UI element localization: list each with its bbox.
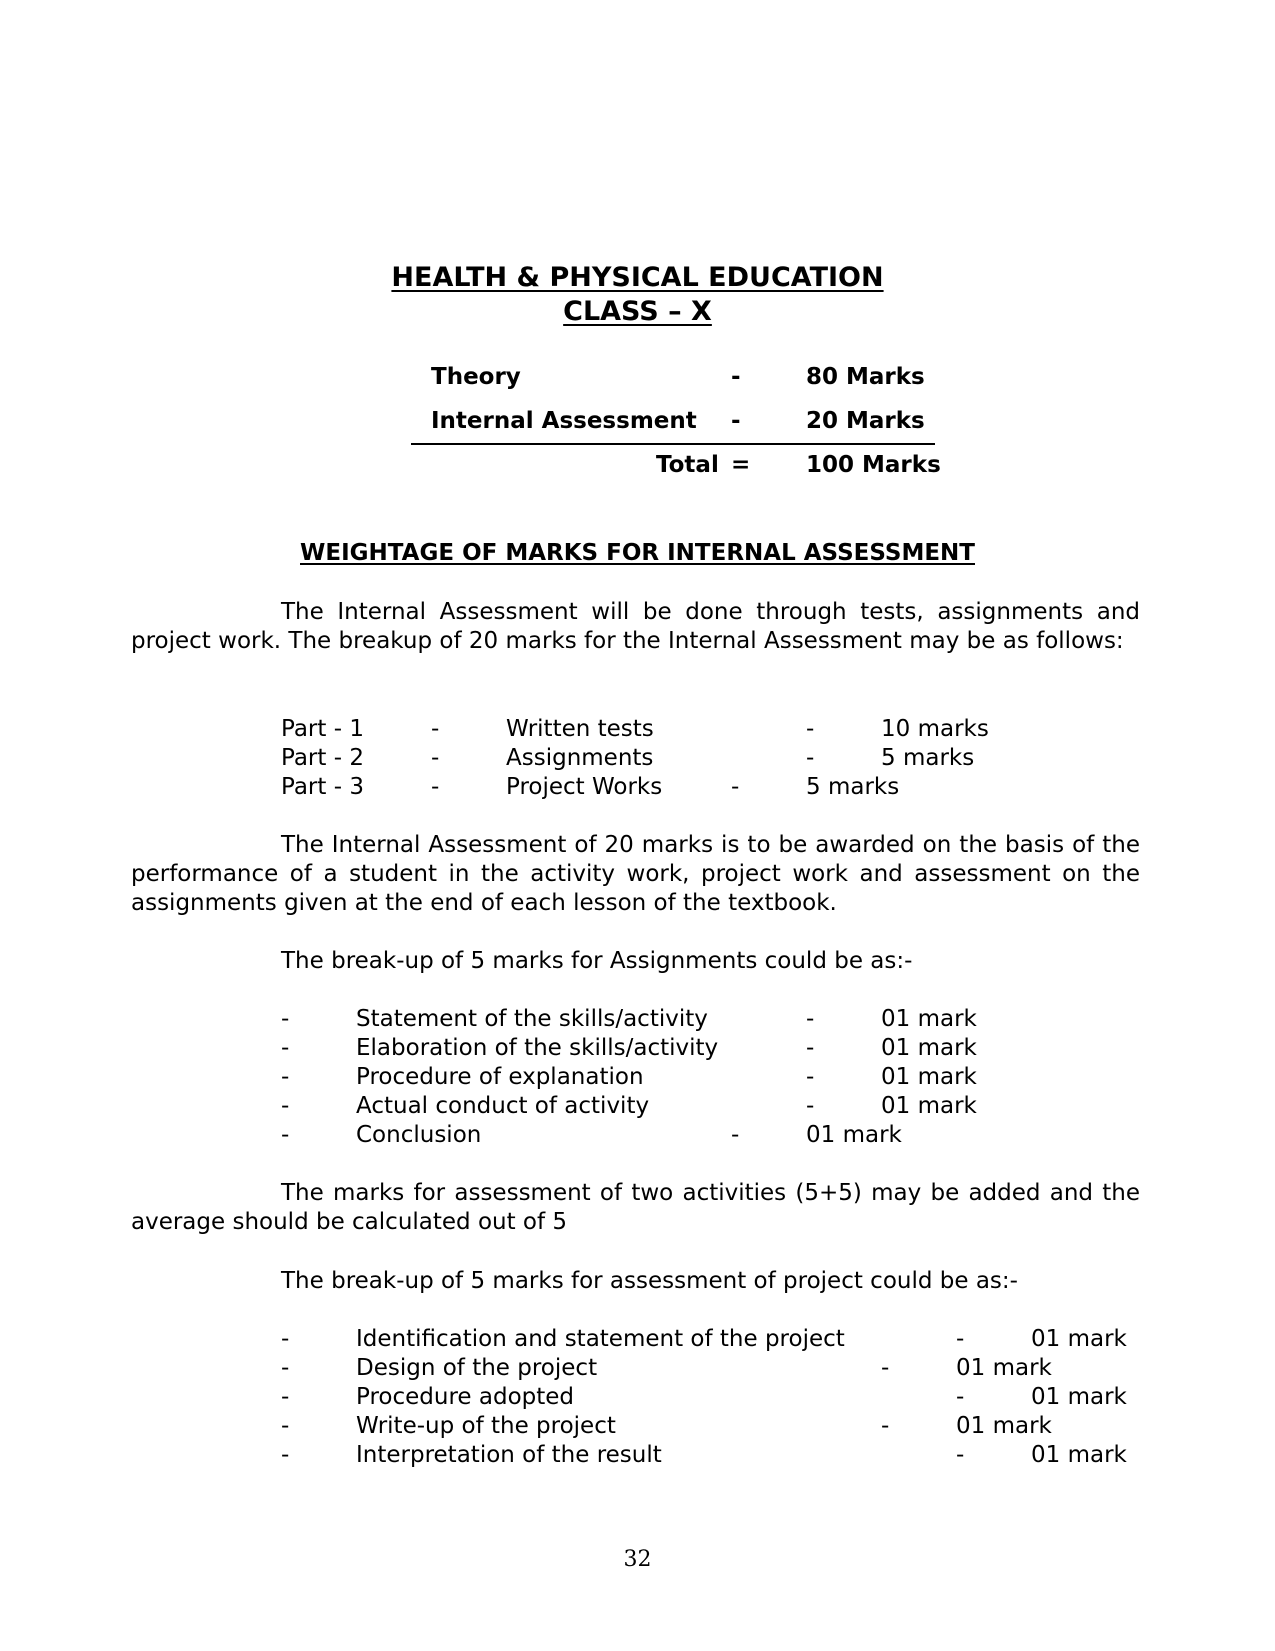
item-mark: 01 mark	[881, 1093, 977, 1119]
part-marks: 5 marks	[806, 774, 900, 800]
item-separator: -	[806, 1093, 815, 1119]
item-text: Procedure of explanation	[356, 1064, 644, 1090]
intro-paragraph-text: The Internal Assessment will be done through tests, assignments and project work. The breakup of 20 marks for the Internal Assessment may be as follows:	[131, 599, 1140, 654]
item-text: Identification and statement of the project	[356, 1326, 845, 1352]
project-intro-text: The break-up of 5 marks for assessment of project could be as:-	[281, 1268, 1018, 1294]
part-item: Assignments	[506, 745, 654, 771]
item-mark: 01 mark	[881, 1006, 977, 1032]
bullet: -	[281, 1442, 290, 1468]
part-separator: -	[431, 745, 440, 771]
item-text: Write-up of the project	[356, 1413, 616, 1439]
item-mark: 01 mark	[881, 1035, 977, 1061]
item-separator: -	[881, 1413, 890, 1439]
page-number: 32	[623, 1547, 652, 1572]
item-separator: -	[881, 1355, 890, 1381]
list-item	[0, 1092, 1275, 1121]
item-text: Conclusion	[356, 1122, 482, 1148]
part-marks: 10 marks	[881, 716, 989, 742]
page-subtitle: CLASS – X	[563, 296, 712, 327]
list-item	[0, 1383, 1275, 1412]
list-item	[0, 715, 1275, 744]
intro-paragraph	[131, 598, 1140, 656]
part-item: Project Works	[506, 774, 663, 800]
internal-value: 20 Marks	[806, 408, 925, 434]
item-mark: 01 mark	[1031, 1442, 1127, 1468]
item-separator: -	[806, 1035, 815, 1061]
item-mark: 01 mark	[1031, 1326, 1127, 1352]
internal-label: Internal Assessment	[431, 408, 697, 434]
bullet: -	[281, 1093, 290, 1119]
average-paragraph-text: The marks for assessment of two activities (5+5) may be added and the average should be calculated out of 5	[131, 1180, 1140, 1235]
assignment-intro-text: The break-up of 5 marks for Assignments could be as:-	[281, 948, 913, 974]
part-separator: -	[806, 716, 815, 742]
item-separator: -	[956, 1326, 965, 1352]
item-text: Elaboration of the skills/activity	[356, 1035, 719, 1061]
part-item: Written tests	[506, 716, 654, 742]
item-mark: 01 mark	[881, 1064, 977, 1090]
total-rule	[411, 443, 935, 445]
theory-separator: -	[731, 364, 741, 390]
bullet: -	[281, 1006, 290, 1032]
list-item	[0, 1121, 1275, 1150]
bullet: -	[281, 1035, 290, 1061]
list-item	[0, 1034, 1275, 1063]
total-separator: =	[731, 452, 751, 478]
bullet: -	[281, 1326, 290, 1352]
list-item	[0, 1354, 1275, 1383]
section-heading: WEIGHTAGE OF MARKS FOR INTERNAL ASSESSMENT	[300, 540, 975, 566]
item-text: Interpretation of the result	[356, 1442, 662, 1468]
list-item	[0, 1441, 1275, 1470]
list-item	[0, 744, 1275, 773]
part-separator: -	[431, 716, 440, 742]
list-item	[0, 1063, 1275, 1092]
internal-separator: -	[731, 408, 741, 434]
list-item	[0, 1412, 1275, 1441]
theory-value: 80 Marks	[806, 364, 925, 390]
item-text: Actual conduct of activity	[356, 1093, 650, 1119]
theory-label: Theory	[431, 364, 521, 390]
item-text: Procedure adopted	[356, 1384, 575, 1410]
part-label: Part - 3	[281, 774, 364, 800]
part-label: Part - 2	[281, 745, 364, 771]
list-item	[0, 1005, 1275, 1034]
part-separator: -	[731, 774, 740, 800]
list-item	[0, 773, 1275, 802]
item-mark: 01 mark	[1031, 1384, 1127, 1410]
bullet: -	[281, 1355, 290, 1381]
basis-paragraph-text: The Internal Assessment of 20 marks is to be awarded on the basis of the performance of a student in the activity work, project work and assessment on the assignments given at the end of each lesson of the textbook.	[131, 832, 1140, 916]
item-mark: 01 mark	[956, 1413, 1052, 1439]
page-title: HEALTH & PHYSICAL EDUCATION	[391, 262, 884, 293]
item-text: Design of the project	[356, 1355, 598, 1381]
total-label: Total	[656, 452, 719, 478]
bullet: -	[281, 1413, 290, 1439]
part-separator: -	[806, 745, 815, 771]
bullet: -	[281, 1064, 290, 1090]
part-label: Part - 1	[281, 716, 364, 742]
part-separator: -	[431, 774, 440, 800]
total-value: 100 Marks	[806, 452, 941, 478]
bullet: -	[281, 1384, 290, 1410]
list-item	[0, 1325, 1275, 1354]
part-marks: 5 marks	[881, 745, 975, 771]
item-separator: -	[806, 1006, 815, 1032]
average-paragraph	[131, 1179, 1140, 1237]
item-separator: -	[806, 1064, 815, 1090]
bullet: -	[281, 1122, 290, 1148]
item-separator: -	[956, 1442, 965, 1468]
item-separator: -	[956, 1384, 965, 1410]
item-mark: 01 mark	[956, 1355, 1052, 1381]
item-mark: 01 mark	[806, 1122, 902, 1148]
basis-paragraph	[131, 831, 1140, 918]
item-text: Statement of the skills/activity	[356, 1006, 708, 1032]
item-separator: -	[731, 1122, 740, 1148]
